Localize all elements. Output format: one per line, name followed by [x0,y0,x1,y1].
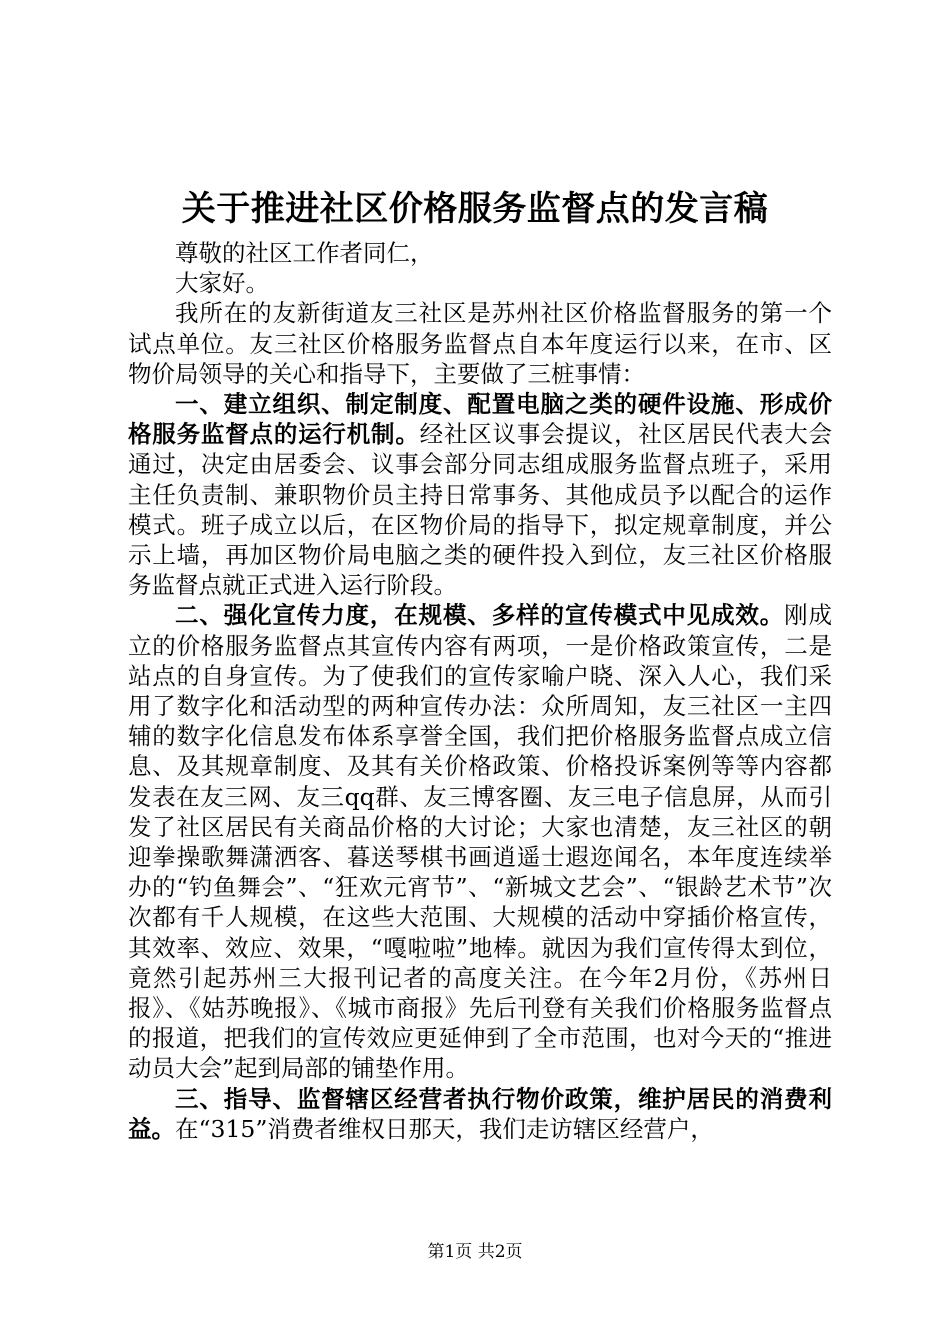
section-1-heading: 一、建立组织、制定制度、配置电脑之类的硬件设施、形成价格服务监督点的运行机制。 [128,390,832,449]
section-1-text: 经社区议事会提议，社区居民代表大会通过，决定由居委会、议事会部分同志组成服务监督点班子，采用主任负责制、兼职物价员主持日常事务、其他成员予以配合的运作模式。班子成立以后，在区物价局的指导下，拟定规章制度，并公示上墙，再加区物价局电脑之类的硬件投入到位，友三社区价格服务监督点就正式进入运行阶段。 [128,420,833,600]
greeting-paragraph: 尊敬的社区工作者同仁， [175,239,434,267]
page-footer: 第1页 共2页 [427,1242,523,1262]
document-body [128,238,832,1144]
salutation-paragraph: 大家好。 [175,269,269,298]
section-2-heading: 二、强化宣传力度，在规模、多样的宣传模式中见成效。 [175,601,785,630]
section-3-paragraph [128,1084,832,1144]
intro-paragraph: 我所在的友新街道友三社区是苏州社区价格监督服务的第一个试点单位。友三社区价格服务监督点自本年度运行以来，在市、区物价局领导的关心和指导下，主要做了三桩事情： [128,299,832,388]
section-2-paragraph [128,600,832,1083]
section-2-text: 刚成立的价格服务监督点其宣传内容有两项，一是价格政策宣传，二是站点的自身宣传。为了使我们的宣传家喻户晓、深入人心，我们采用了数字化和活动型的两种宣传办法：众所周知，友三社区一主四辅的数字化信息发布体系享誉全国，我们把价格服务监督点成立信息、及其规章制度、及其有关价格政策、价格投诉案例等等内容都发表在友三网、友三qq群、友三博客圈、友三电子信息屏，从而引发了社区居民有关商品价格的大讨论；大家也清楚，友三社区的朝迎拳操歌舞潇洒客、暮送琴棋书画逍遥士遐迩闻名，本年度连续举办的“钓鱼舞会”、“狂欢元宵节”、“新城文艺会”、“银龄艺术节”次次都有千人规模，在这些大范围、大规模的活动中穿插价格宣传，其效率、效应、效果，“嘎啦啦”地棒。就因为我们宣传得太到位，竟然引起苏州三大报刊记者的高度关注。在今年2月份，《苏州日报》、《姑苏晚报》、《城市商报》先后刊登有关我们价格服务监督点的报道，把我们的宣传效应更延伸到了全市范围，也对今天的“推进动员大会”起到局部的铺垫作用。 [128,601,833,1083]
section-1-paragraph [128,389,832,600]
section-3-heading: 三、指导、监督辖区经营者执行物价政策，维护居民的消费利益。 [128,1084,832,1143]
section-3-text: 在“315”消费者维权日那天，我们走访辖区经营户， [175,1114,714,1143]
page-title: 关于推进社区价格服务监督点的发言稿 [181,189,769,229]
